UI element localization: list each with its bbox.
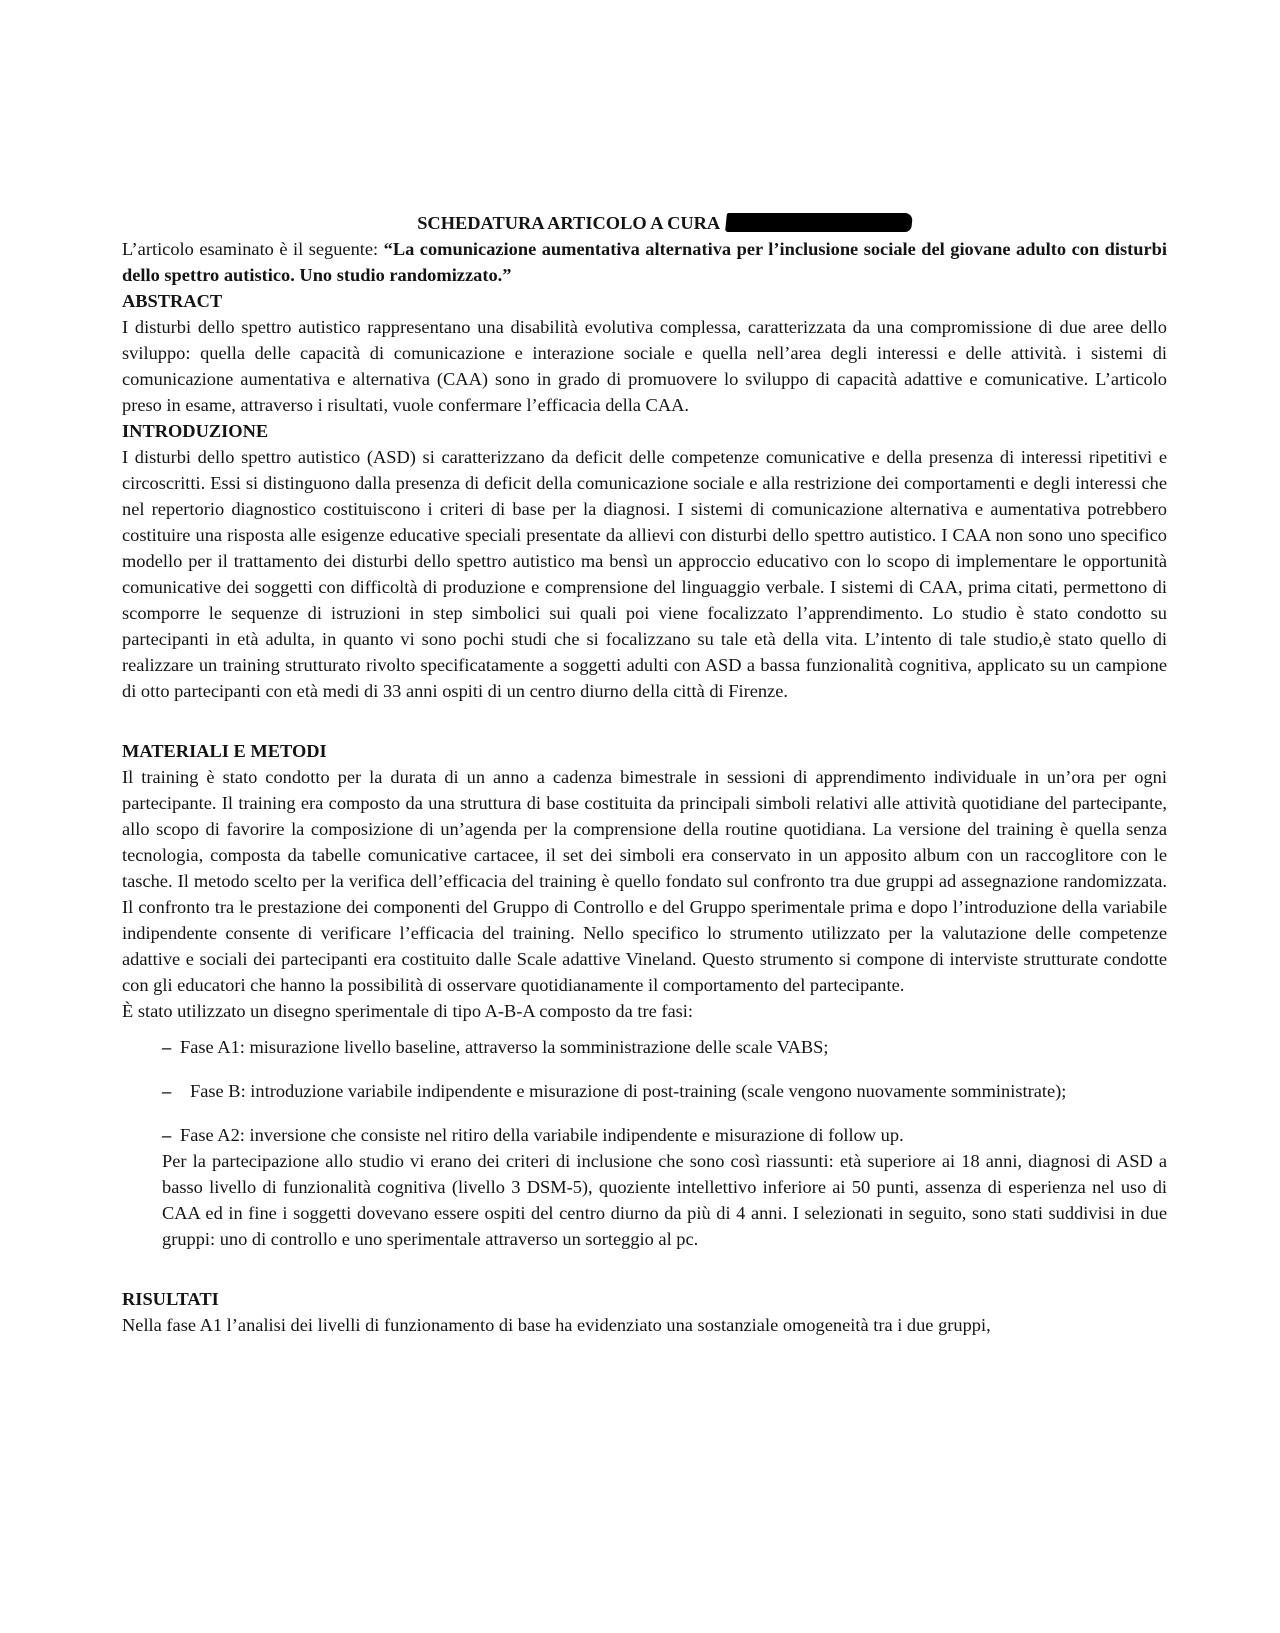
materiali-text: Il training è stato condotto per la durata di un anno a cadenza bimestrale in sessioni di apprendimento individuale in un’ora per ogni partecipante. Il training era composto da una struttura di base costituita da principali simboli relativi alle attività quotidiane del partecipante, allo scopo di favorire la composizione di un’agenda per la comprensione della routine quotidiana. La versione del training è quella senza tecnologia, composta da tabelle comunicative cartacee, il set dei simboli era conservato in un apposito album con un raccoglitore con le tasche. Il metodo scelto per la verifica dell’efficacia del training è quello fondato sul confronto tra due gruppi ad assegnazione randomizzata. Il confronto tra le prestazione dei componenti del Gruppo di Controllo e del Gruppo sperimentale prima e dopo l’introduzione della variabile indipendente consente di verificare l’efficacia del training. Nello specifico lo strumento utilizzato per la valutazione delle competenze adattive e sociali dei partecipanti era costituito dalle Scale adattive Vineland. Questo strumento si compone di interviste strutturate condotte con gli educatori che hanno la possibilità di osservare quotidianamente il comportamento del partecipante. xyxy=(122,767,1167,995)
introduzione-heading: INTRODUZIONE xyxy=(122,421,269,441)
article-intro xyxy=(122,236,1167,288)
materiali-heading: MATERIALI E METODI xyxy=(122,741,327,761)
risultati-text: Nella fase A1 l’analisi dei livelli di funzionamento di base ha evidenziato una sostanziale omogeneità tra i due gruppi, xyxy=(122,1315,991,1335)
dash-bullet: – xyxy=(162,1125,172,1145)
criteria-text: Per la partecipazione allo studio vi erano dei criteri di inclusione che sono così riassunti: età superiore ai 18 anni, diagnosi di ASD a basso livello di funzionalità cognitiva (livello 3 DSM-5), quoziente intellettivo inferiore ai 50 punti, assenza di esperienza nel uso di CAA ed in fine i soggetti dovevano essere ospiti del centro diurno da più di 4 anni. I selezionati in seguito, sono stati suddivisi in due gruppi: uno di controllo e uno sperimentale attraverso un sorteggio al pc. xyxy=(162,1151,1167,1249)
article-intro-prefix: L’articolo esaminato è il seguente: xyxy=(122,239,384,259)
list-item xyxy=(162,1034,1167,1060)
abstract-heading: ABSTRACT xyxy=(122,291,223,311)
article-title: “La comunicazione aumentativa alternativa per l’inclusione sociale del giovane adulto con disturbi dello spettro autistico. Uno studio randomizzato.” xyxy=(122,239,1168,285)
risultati-heading: RISULTATI xyxy=(122,1289,219,1309)
introduzione-text: I disturbi dello spettro autistico (ASD) si caratterizzano da deficit delle competenze comunicative e della presenza di interessi ripetitivi e circoscritti. Essi si distinguono dalla presenza di deficit della comunicazione sociale e alla restrizione dei comportamenti e degli interessi che nel repertorio diagnostico costituiscono i criteri di base per la diagnosi. I sistemi di comunicazione alternativa e aumentativa potrebbero costituire una risposta alle esigenze educative speciali presentate da allievi con disturbi dello spettro autistico. I CAA non sono uno specifico modello per il trattamento dei disturbi dello spettro autistico ma bensì un approccio educativo con lo scopo di implementare le opportunità comunicative dei soggetti con difficoltà di produzione e comprensione del linguaggio verbale. I sistemi di CAA, prima citati, permettono di scomporre le sequenze di istruzioni in step simbolici sui quali poi viene focalizzato l’apprendimento. Lo studio è stato condotto su partecipanti in età adulta, in quanto vi sono pochi studi che si focalizzano su tale età della vita. L’intento di tale studio,è stato quello di realizzare un training strutturato rivolto specificatamente a soggetti adulti con ASD a bassa funzionalità cognitiva, applicato su un campione di otto partecipanti con età medi di 33 anni ospiti di un centro diurno della città di Firenze. xyxy=(122,447,1167,701)
phase-list xyxy=(122,1034,1167,1148)
list-item xyxy=(162,1078,1167,1104)
spacer xyxy=(122,1252,1167,1286)
redaction-mark xyxy=(725,213,913,232)
phase-text: Fase A1: misurazione livello baseline, attraverso la somministrazione delle scale VABS; xyxy=(180,1037,829,1057)
design-line: È stato utilizzato un disegno sperimentale di tipo A-B-A composto da tre fasi: xyxy=(122,1001,694,1021)
dash-bullet: – xyxy=(162,1037,172,1057)
title-text: SCHEDATURA ARTICOLO A CURA xyxy=(417,213,720,233)
phase-text: Fase B: introduzione variabile indipendente e misurazione di post-training (scale vengono nuovamente somministrate); xyxy=(190,1081,1067,1101)
abstract-text: I disturbi dello spettro autistico rappresentano una disabilità evolutiva complessa, caratterizzata da una compromissione di due aree dello sviluppo: quella delle capacità di comunicazione e interazione sociale e quella nell’area degli interessi e delle attività. i sistemi di comunicazione aumentativa e alternativa (CAA) sono in grado di promuovere lo sviluppo di capacità adattive e comunicative. L’articolo preso in esame, attraverso i risultati, vuole confermare l’efficacia della CAA. xyxy=(122,317,1167,415)
dash-bullet: – xyxy=(162,1081,172,1101)
phase-text: Fase A2: inversione che consiste nel ritiro della variabile indipendente e misurazione di follow up. xyxy=(180,1125,904,1145)
document-page xyxy=(122,210,1167,1338)
document-title xyxy=(122,210,1167,236)
spacer xyxy=(122,704,1167,738)
list-item xyxy=(162,1122,1167,1148)
